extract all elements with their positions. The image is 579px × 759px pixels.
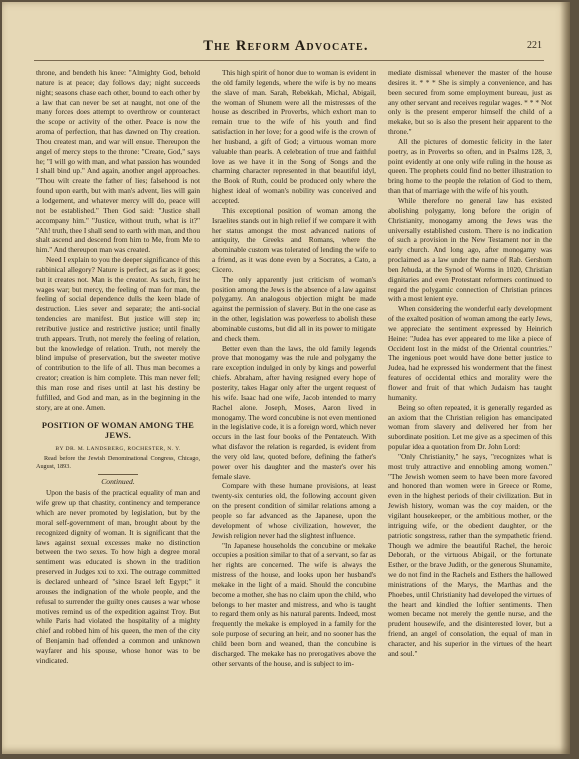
column-3 [388, 68, 552, 754]
paragraph: Upon the basis of the practical equality of man and wife grew up that chastity, continency and temperance which are never promoted by legislation, but by the moral self-government of man, brought about by the recognized dignity of woman. It is significant that the laws against sexual excesses make no distinction between the two sexes. To how high a degree moral sentiment was educated is shown in the tradition preserved in Judges xxi to xxi. The outrage committed is declared unheard of "since Israel left Egypt;" it arouses the indignation of the whole people, and the refusal to surrender the guilty ones causes a war whose motives remind us of the expedition against Troy. But while Paris had violated the hospitality of a mighty chief and robbed him of his queen, the men of the city of Benjamin had offended a common and unknown wayfarer and his spouse, whose honor was to be vindicated. [36, 488, 200, 665]
document-page [2, 2, 570, 754]
paragraph: When considering the wonderful early development of the exalted position of woman among the early Jews, we appreciate the sentiment expressed by Heinrich Heine: "Judea has ever appeared to me like a piece of Occident lost in the midst of the Oriental countries." The ingenious poet would have done better justice to Judea, had he expressed his wonderment that the finest features of occidental ethics and morality were the flower and fruit of that which Judaism has taught humanity. [388, 304, 552, 402]
byline: BY DR. M. LANDSBERG, ROCHESTER, N. Y. [55, 445, 181, 452]
header-rule [34, 60, 544, 61]
paragraph: The only apparently just criticism of woman's position among the Jews is the absence of a law against polygamy. An analogous objection might be made against the permission of slavery. But in the one case as in the other, legislation was powerless to abolish these abominable customs, but did all in its power to mitigate and check them. [212, 274, 376, 343]
paragraph: Being so often repeated, it is generally regarded as an axiom that the Christian religion has emancipated woman from slavery and delivered her from her subordinate position. Let me give as a specimen of this popular idea a quotation from Dr. John Lord: [388, 402, 552, 452]
paragraph: "In Japanese households the concubine or mekake occupies a position similar to that of a servant, so far as her rights are concerned. The wife is always the mistress of the house, and looks upon her husband's mekake in the light of a maid. Should the concubine become a mother, she has no claim upon the child, who belongs to her master and mistress, and who is taught to regard them only as his natural parents. Indeed, most frequently the mekake is employed in a family for the sole purpose of securing an heir, and no sooner has the child been born and weaned, than the concubine is discharged. The mekake has no prerogatives above the other servants of the house, and is subject to im- [212, 540, 376, 668]
page-number: 221 [527, 40, 542, 51]
article-title-line-1: POSITION OF WOMAN AMONG THE [41, 420, 195, 430]
article-title-line-2: JEWS. [104, 430, 132, 440]
paragraph: Compare with these humane provisions, at least twenty-six centuries old, the following account given on the present condition of similar relations among a people so far advanced as the Japanese, upon the development of whose civilization, however, the Jewish religion never had the slightest influence. [212, 481, 376, 540]
column-2 [212, 68, 376, 754]
paragraph: This high spirit of honor due to woman is evident in the old family legends, where the wife is by no means the slave of man. Sarah, Rebekkah, Michal, Abigail, the woman of Shunem were all the mistresses of the house as described in Proverbs, which exhort man to remain true to the wife of his youth and find satisfaction in her love; for a good wife is the crown of her husband, a gift of God; a virtuous woman more valuable than pearls. A celebration of true and faithful love as we have it in the Song of Songs and the charming character represented in that beautiful idyl, the Book of Ruth, could be produced only where the highest ideal of woman's nobility was conceived and accepted. [212, 68, 376, 205]
paragraph: This exceptional position of woman among the Israelites stands out in high relief if we compare it with her status amongst the most advanced nations of antiquity, the Greeks and Romans, where the abominable custom was tolerated of lending the wife to a friend, as it was done even by a Socrates, a Cato, a Cicero. [212, 205, 376, 274]
paragraph: While therefore no general law has existed abolishing polygamy, long before the origin of Christianity, monogamy among the Jews was the universally established custom. There is no indication of such a provision in the New Testament nor in the early church. And long ago, after monogamy was proclaimed as a law under the name of Rab. Gershom ben Jehuda, at the Synod of Worms in 1020, Christian dignitaries and even Protestant reformers continued to regard the polygamic connection of Christian princes with a most lenient eye. [388, 195, 552, 304]
paragraph: throne, and bendeth his knee: "Almighty God, behold nature is at peace; day follows day; night succeeds night; seasons chase each other, bound to each other by a law that can never be set at naught, not one of the many forces does attempt to overthrow or counteract the scope or activity of the other. Peace is now the aroma of perfection, that has dawned on Thy creation. Thou createst man, and war will ensue. Thereupon the angel of mercy steps to the throne: "Create, God," says he; "I will go with man, and what passion has wounded I shall bind up." And again, another angel approaches. "Thou wilt create the father of lies; falsehood is not found upon earth, but with man's advent, lies will gain a lodgement, and whatever mercy will do, peace will not be established." Then God said: "Justice shall accompany him." "Justice, without truth, what is it?" "Ah! truth, thee I shall send to earth with man, and thou shalt ascend and descend from him to Me, from Me to him." And thereupon man was created. [36, 68, 200, 255]
running-head [2, 38, 570, 58]
read-before-note: Read before the Jewish Denominational Congress, Chicago, August, 1893. [36, 454, 200, 470]
paragraph: All the pictures of domestic felicity in the later poetry, as in Proverbs so often, and in Psalms 128, 3, point evidently at one only wife ruling in the house as queen. The prophets could find no better illustration to bring home to the people the relation of God to them, than that of marriage with the wife of his youth. [388, 136, 552, 196]
paragraph: mediate dismissal whenever the master of the house desires it. * * * She is simply a convenience, and has been secured from some employment bureau, just as any other servant and receives regular wages. * * * Not only is the present emperor himself the child of a mekake, but so is also the present heir apparent to the throne." [388, 68, 552, 137]
journal-title: The Reform Advocate. [203, 38, 369, 54]
paragraph: "Only Christianity," he says, "recognizes what is most truly attractive and ennobling among women." "The Jewish women seem to have been more favored and honored than women were in Greece or Rome, even in the highest periods of their civilization. But in Jewish history, woman was the coy maiden, or the vigilant housekeeper, or the ambitious mother, or the intriguing wife, or the obedient daughter, or the patriotic songstress, rather than the sympathetic friend. Though we admire the beautiful Rachel, the heroic Deborah, or the virtuous Abigail, or the fortunate Esther, or the brave Judith, or the generous Shunamite, we do not find in the Rachels and Esthers the hallowed ministrations of the Marys, the Marthas and the Phoebes, until Christianity had developed the virtues of the heart and kindled the loftier sentiments. Then women became not merely the gentle nurse, and the prudent housewife, and the disinterested lover, but a friend, an angel of consolation, the equal of man in character, and his superior in the virtues of the heart and soul." [388, 451, 552, 658]
paragraph: Need I explain to you the deeper significance of this rabbinical allegory? Nature is perfect, as far as it goes; but it creates not. Man is the creator. As such, first he wages war; but mercy, the feeling of man for man, the feeling of social dependence dulls the keen blade of destruction. Lies sever and separate; the anti-social tendencies are manifest. But justice will step in; retributive justice and restrictive justice; until finally truth appears. Truth, not merely the feeling of relation, but the knowledge of relation. Truth, not merely the blind impulse of preservation, but the sweeter motive of contribution to the life of all. Thus man becomes a creator; creation is him complete. This man never fell; this man rose and rises until at last his destiny be fulfilled, and God and man, as in the beginning in the story, are at one. Amen. [36, 255, 200, 412]
article-title [36, 421, 200, 441]
continued-label: Continued. [101, 476, 135, 486]
column-1 [36, 68, 200, 754]
text-columns [36, 68, 552, 754]
paragraph: Better even than the laws, the old family legends prove that monogamy was the rule and polygamy the rare exception indulged in only by kings and powerful chiefs. Abraham, after having resigned every hope of posterity, takes Hagar only after the urgent request of his wife. Isaac had one wife, Jacob intended to marry Rachel alone. Joseph, Moses, Aaron lived in monogamy. The word concubine is not even mentioned in the legislative code, it is a foreign word, which never occurs in the last four books of the Pentateuch. With what disfavor the relation is regarded, is evident from the very old law, quoted before, defining the father's power over his daughter and the master's over his female slave. [212, 343, 376, 481]
divider [98, 474, 138, 475]
